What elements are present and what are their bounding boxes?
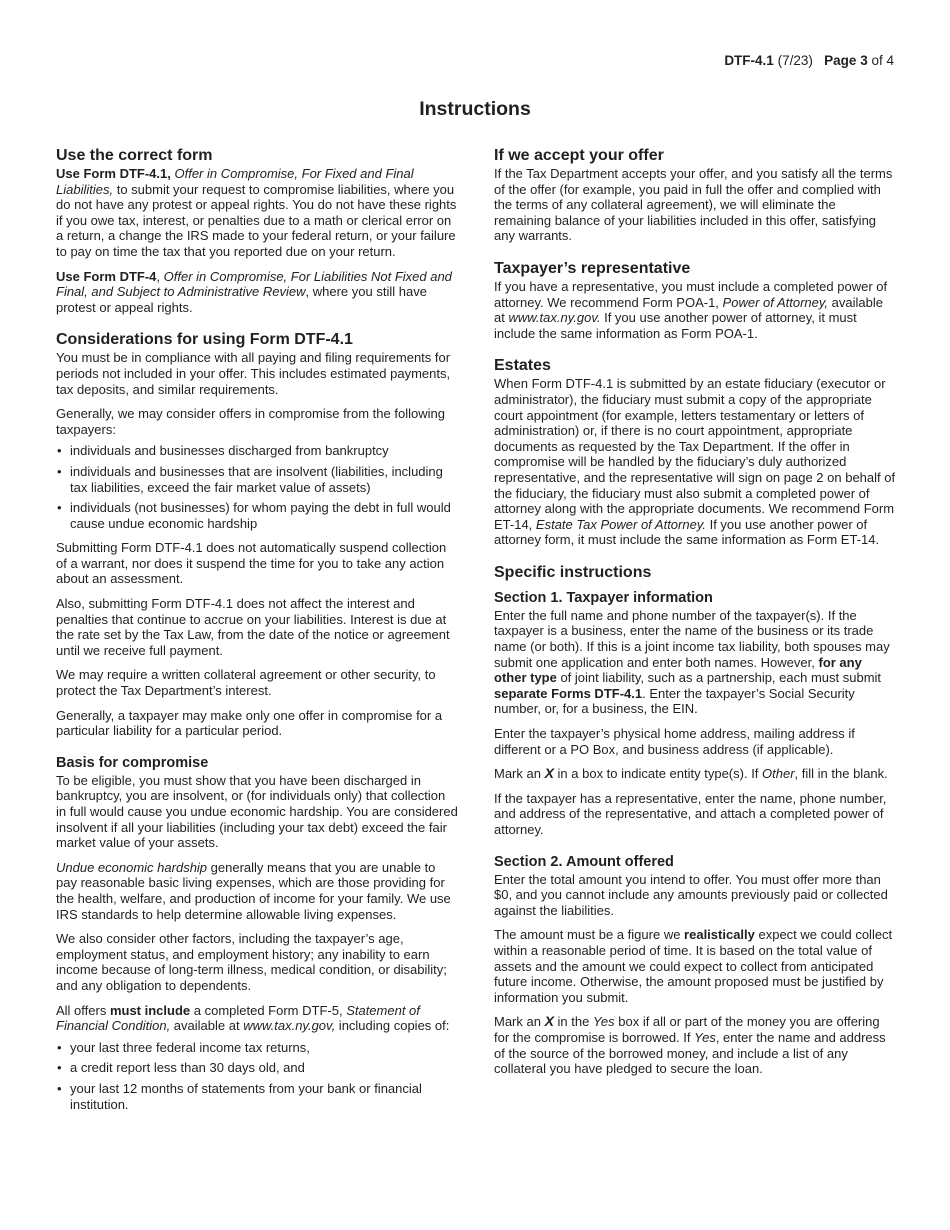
list-item: • individuals (not businesses) for whom paying the debt in full would cause undue economic hardship <box>56 500 458 531</box>
form-date: (7/23) <box>777 53 813 68</box>
bullet-list <box>56 1040 458 1112</box>
subsection-heading: Section 1. Taxpayer information <box>494 589 713 606</box>
paragraph: Also, submitting Form DTF-4.1 does not affect the interest and penalties that continue to accrue on your liabilities. Interest is due at the rate set by the Tax Law, from the date of the notice or agreement until we receive full payment. <box>56 596 450 658</box>
section-if-we-accept <box>494 146 896 244</box>
paragraph: Mark an X in the Yes box if all or part of the money you are offering for the compromise is borrowed. If Yes, enter the name and address of the source of the borrowed money, and include a list of any collateral you have pledged to secure the loan. <box>494 1013 886 1077</box>
section-heading: Estates <box>494 357 551 375</box>
section-representative <box>494 259 896 341</box>
section-heading: Specific instructions <box>494 563 652 581</box>
paragraph: If you have a representative, you must include a completed power of attorney. We recommend Form POA-1, Power of Attorney, available at www.tax.ny.gov. If you use another power of attorney, it must include the same information as Form POA-1. <box>494 278 888 341</box>
page-label: Page <box>824 53 857 68</box>
website-link: www.tax.ny.gov. <box>508 310 601 326</box>
list-item: • your last three federal income tax returns, <box>56 1040 458 1056</box>
paragraph: When Form DTF-4.1 is submitted by an estate fiduciary (executor or administrator), the fiduciary must submit a copy of the appropriate court appointment (for example, letters testamentary or letters of administration) or, if there is no court appointment, appropriate documents as requested by the Tax Department. If the offer in compromise will be handled by the fiduciary’s duly authorized representative, and the representative will sign on page 2 on behalf of the fiduciary, the fiduciary must also submit a completed power of attorney along with the appropriate documents. We recommend Form ET-14, Estate Tax Power of Attorney. If you use another power of attorney form, it must include the same information as Form ET-14. <box>494 376 896 548</box>
paragraph: Use Form DTF-4, Offer in Compromise, For Liabilities Not Fixed and Final, and Subject to Administrative Review, where you still have protest or appeal rights. <box>56 268 452 315</box>
right-column <box>494 146 896 1092</box>
form-id: DTF-4.1 <box>724 53 774 68</box>
page-of: of 4 <box>871 53 894 68</box>
paragraph: To be eligible, you must show that you have been discharged in bankruptcy, you are insolvent, or (for individuals only) that collection in full would cause you undue economic hardship. You are considered insolvent if all your liabilities (including your tax debt) exceed the fair market value of your assets. <box>56 772 458 851</box>
paragraph: We may require a written collateral agreement or other security, to protect the Tax Department’s interest. <box>56 667 436 699</box>
section-considerations <box>56 330 458 738</box>
section-specific-instructions <box>494 563 896 1077</box>
list-item: • individuals and businesses discharged from bankruptcy <box>56 443 458 459</box>
paragraph: Enter the full name and phone number of the taxpayer(s). If the taxpayer is a business, enter the name of the business or its trade name (or both). If this is a joint income tax liability, both spouses may submit one application and enter both names. However, for any other type of joint liability, such as a partnership, each must submit separate Forms DTF-4.1. Enter the taxpayer’s Social Security number, or, for a business, the EIN. <box>494 607 890 717</box>
page-title: Instructions <box>419 98 531 120</box>
page-number: 3 <box>860 53 868 68</box>
paragraph: You must be in compliance with all paying and filing requirements for periods not included in your offer. This includes estimated payments, tax deposits, and similar requirements. <box>56 350 451 397</box>
paragraph: All offers must include a completed Form DTF-5, Statement of Financial Condition, available at www.tax.ny.gov, including copies of: <box>56 1002 450 1034</box>
section-basis-for-compromise <box>56 754 458 1112</box>
paragraph: Generally, a taxpayer may make only one offer in compromise for a particular liability for a particular period. <box>56 707 443 739</box>
paragraph: Enter the taxpayer’s physical home address, mailing address if different or a PO Box, and business address (if applicable). <box>494 726 855 757</box>
paragraph: If the Tax Department accepts your offer, and you satisfy all the terms of the offer (for example, you paid in full the offer and complied with the terms of any collateral agreement), we will eliminate the remaining balance of your liabilities included in this offer, satisfying any warrants. <box>494 166 893 244</box>
section-heading: If we accept your offer <box>494 147 664 164</box>
list-item: • a credit report less than 30 days old, and <box>56 1060 458 1076</box>
section-heading: Basis for compromise <box>56 754 209 771</box>
paragraph: Undue economic hardship generally means that you are unable to pay reasonable basic living expenses, which are those providing for the health, welfare, and production of income for your family. We use IRS standards to help determine allowable living expenses. <box>56 859 451 922</box>
section-heading: Taxpayer’s representative <box>494 259 691 277</box>
section-heading: Considerations for using Form DTF-4.1 <box>56 331 353 349</box>
list-item: • your last 12 months of statements from your bank or financial institution. <box>56 1081 458 1112</box>
page-header <box>724 53 894 68</box>
paragraph: Use Form DTF-4.1, Offer in Compromise, For Fixed and Final Liabilities, to submit your request to compromise liabilities, where you do not have any protest or appeal rights. You do not have these rights if you owe tax, interest, or penalties due to a math or clerical error on a return, a change the IRS made to your federal return, or your failure to pay on time the tax that you reported due on your return. <box>56 166 457 259</box>
left-column <box>56 146 458 1127</box>
section-heading: Use the correct form <box>56 147 213 164</box>
paragraph: Generally, we may consider offers in compromise from the following taxpayers: <box>56 406 445 437</box>
paragraph: The amount must be a figure we realistically expect we could collect within a reasonable period of time. It is based on the total value of assets and the amount we could expect to collect from anticipated future income. Otherwise, the amount proposed must be justified by information you submit. <box>494 927 893 1005</box>
website-link: www.tax.ny.gov, <box>243 1018 336 1034</box>
paragraph: Mark an X in a box to indicate entity type(s). If Other, fill in the blank. <box>494 765 888 782</box>
paragraph: Submitting Form DTF-4.1 does not automatically suspend collection of a warrant, nor does it suspend the time for you to take any action about an assessment. <box>56 540 447 587</box>
bullet-list <box>56 443 458 531</box>
list-item: • individuals and businesses that are insolvent (liabilities, including tax liabilities, exceed the fair market value of assets) <box>56 464 458 495</box>
paragraph: If the taxpayer has a representative, enter the name, phone number, and address of the representative, and attach a completed power of attorney. <box>494 790 887 837</box>
section-use-correct-form <box>56 146 458 315</box>
paragraph: We also consider other factors, including the taxpayer’s age, employment status, and employment history; any inability to earn income because of long-term illness, medical condition, or disability; and any obligation to dependents. <box>56 931 447 993</box>
subsection-heading: Section 2. Amount offered <box>494 853 674 870</box>
section-estates <box>494 356 896 548</box>
paragraph: Enter the total amount you intend to offer. You must offer more than $0, and you cannot include any amounts previously paid or collected against the liabilities. <box>494 871 888 918</box>
